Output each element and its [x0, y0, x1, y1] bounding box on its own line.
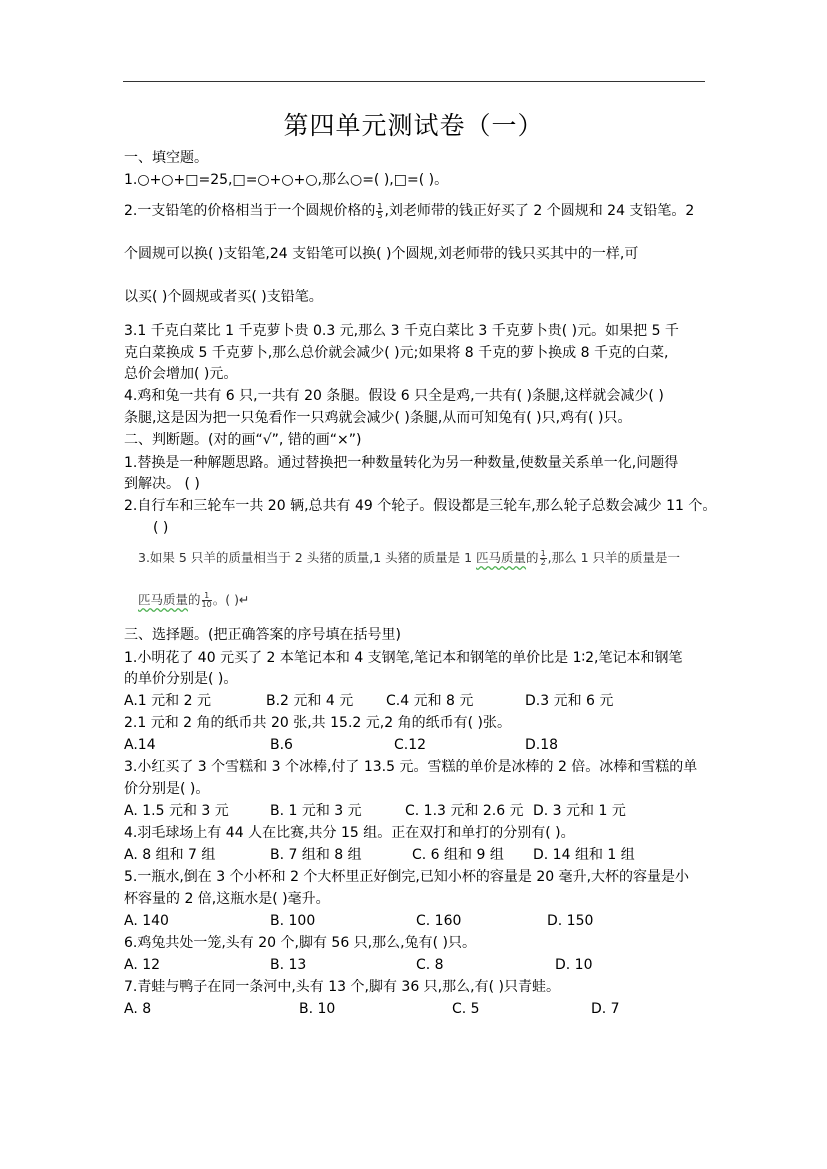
s3-q2-option-c: C.12 [394, 737, 427, 753]
s1-q2-line1 [124, 201, 694, 221]
s3-q5-line1: 5.一瓶水,倒在 3 个小杯和 2 个大杯里正好倒完,已知小杯的容量是 20 毫升,大杯的容量是小 [124, 869, 690, 885]
s1-q4-line1: 4.鸡和兔一共有 6 只,一共有 20 条腿。假设 6 只全是鸡,一共有( )条腿,这样就会减少( ) [124, 388, 664, 404]
s3-q3-option-b: B. 1 元和 3 元 [270, 803, 362, 819]
s3-q3-option-d: D. 3 元和 1 元 [533, 803, 626, 819]
s3-q3-option-a: A. 1.5 元和 3 元 [124, 803, 229, 819]
s3-q3-option-c: C. 1.3 元和 2.6 元 [405, 803, 524, 819]
s1-q2-text-a: 2.一支铅笔的价格相当于一个圆规价格的 [124, 203, 376, 219]
s1-q3-line1: 3.1 千克白菜比 1 千克萝卜贵 0.3 元,那么 3 千克白菜比 3 千克萝卜贵( )元。如果把 5 千 [124, 323, 679, 339]
s1-q2-line3: 以买( )个圆规或者买( )支铅笔。 [124, 289, 323, 305]
s2-q3-text-d: 的 [188, 592, 201, 607]
s3-q2-option-b: B.6 [270, 737, 293, 753]
s3-q1-option-d: D.3 元和 6 元 [525, 693, 614, 709]
s3-q4-option-b: B. 7 组和 8 组 [270, 847, 362, 863]
s2-q3-text-e: 。( )↵ [212, 592, 250, 607]
s3-q5-option-b: B. 100 [270, 913, 316, 929]
s3-q5-option-a: A. 140 [124, 913, 169, 929]
s2-q1-line2: 到解决。 ( ) [124, 476, 200, 492]
s2-q2-line1: 2.自行车和三轮车一共 20 辆,总共有 49 个轮子。假设都是三轮车,那么轮子总数会减少 11 个。 [124, 498, 717, 514]
s3-q7-option-a: A. 8 [124, 1001, 152, 1017]
s3-q7-option-d: D. 7 [591, 1001, 620, 1017]
fraction-one-fifth: $\frac{1}{5}$ [377, 201, 383, 220]
s3-q5-option-d: D. 150 [547, 913, 594, 929]
s3-q1-option-b: B.2 元和 4 元 [266, 693, 354, 709]
s1-q2-text-b: ,刘老师带的钱正好买了 2 个圆规和 24 支铅笔。2 [384, 203, 695, 219]
s1-q3-line2: 克白菜换成 5 千克萝卜,那么总价就会减少( )元;如果将 8 千克的萝卜换成 8 千克的白菜, [124, 345, 669, 361]
s2-q3-wavy-a: 匹马质量 [476, 550, 527, 565]
s3-q1-line1: 1.小明花了 40 元买了 2 本笔记本和 4 支钢笔,笔记本和钢笔的单价比是 1∶2,笔记本和钢笔 [124, 650, 683, 666]
fraction-one-tenth: $\frac{1}{10}$ [201, 591, 212, 609]
s3-q7-option-b: B. 10 [299, 1001, 336, 1017]
s3-q2-option-d: D.18 [525, 737, 559, 753]
section2-heading: 二、判断题。(对的画“√”, 错的画“×”) [124, 432, 362, 448]
s3-q6-option-b: B. 13 [270, 957, 307, 973]
header-rule [123, 81, 705, 82]
s3-q2-option-a: A.14 [124, 737, 156, 753]
s3-q6-option-d: D. 10 [555, 957, 593, 973]
s3-q7-line1: 7.青蛙与鸭子在同一条河中,头有 13 个,脚有 36 只,那么,有( )只青蛙。 [124, 979, 560, 995]
s3-q6-line1: 6.鸡兔共处一笼,头有 20 个,脚有 56 只,那么,兔有( )只。 [124, 935, 476, 951]
s3-q3-line2: 价分别是( )。 [124, 781, 210, 797]
s1-q3-line3: 总价会增加( )元。 [124, 366, 238, 382]
s2-q3-text-b: 的 [526, 550, 539, 565]
page-title: 第四单元测试卷（一） [283, 111, 544, 140]
s3-q7-option-c: C. 5 [452, 1001, 480, 1017]
s2-q3-text-c: ,那么 1 只羊的质量是一 [547, 550, 681, 565]
s3-q2-line1: 2.1 元和 2 角的纸币共 20 张,共 15.2 元,2 角的纸币有( )张。 [124, 715, 511, 731]
s2-q2-line2: ( ) [153, 520, 169, 536]
s2-q3-line1 [138, 548, 680, 568]
s3-q4-option-d: D. 14 组和 1 组 [533, 847, 635, 863]
s2-q3-text-a: 3.如果 5 只羊的质量相当于 2 头猪的质量,1 头猪的质量是 1 [138, 550, 477, 565]
s3-q5-line2: 杯容量的 2 倍,这瓶水是( )毫升。 [124, 891, 330, 907]
s3-q1-option-c: C.4 元和 8 元 [386, 693, 474, 709]
s3-q6-option-c: C. 8 [416, 957, 444, 973]
s2-q1-line1: 1.替换是一种解题思路。通过替换把一种数量转化为另一种数量,使数量关系单一化,问题得 [124, 455, 679, 471]
s3-q4-line1: 4.羽毛球场上有 44 人在比赛,共分 15 组。正在双打和单打的分别有( )。 [124, 825, 575, 841]
s1-q1: 1.○+○+□=25,□=○+○+○,那么○=( ),□=( )。 [124, 172, 449, 188]
section3-heading: 三、选择题。(把正确答案的序号填在括号里) [124, 627, 401, 643]
s2-q3-wavy-b: 匹马质量 [138, 592, 189, 607]
section1-heading: 一、填空题。 [124, 150, 208, 166]
s1-q4-line2: 条腿,这是因为把一只兔看作一只鸡就会减少( )条腿,从而可知兔有( )只,鸡有( )只。 [124, 410, 632, 426]
s3-q3-line1: 3.小红买了 3 个雪糕和 3 个冰棒,付了 13.5 元。雪糕的单价是冰棒的 2 倍。冰棒和雪糕的单 [124, 759, 698, 775]
s3-q5-option-c: C. 160 [416, 913, 462, 929]
s3-q4-option-c: C. 6 组和 9 组 [412, 847, 504, 863]
s1-q2-line2: 个圆规可以换( )支铅笔,24 支铅笔可以换( )个圆规,刘老师带的钱只买其中的一样,可 [124, 246, 639, 262]
s3-q1-option-a: A.1 元和 2 元 [124, 693, 211, 709]
s3-q1-line2: 的单价分别是( )。 [124, 671, 238, 687]
s2-q3-line2 [138, 590, 249, 610]
s3-q4-option-a: A. 8 组和 7 组 [124, 847, 216, 863]
fraction-one-half: $\frac{1}{2}$ [540, 549, 546, 567]
s3-q6-option-a: A. 12 [124, 957, 161, 973]
